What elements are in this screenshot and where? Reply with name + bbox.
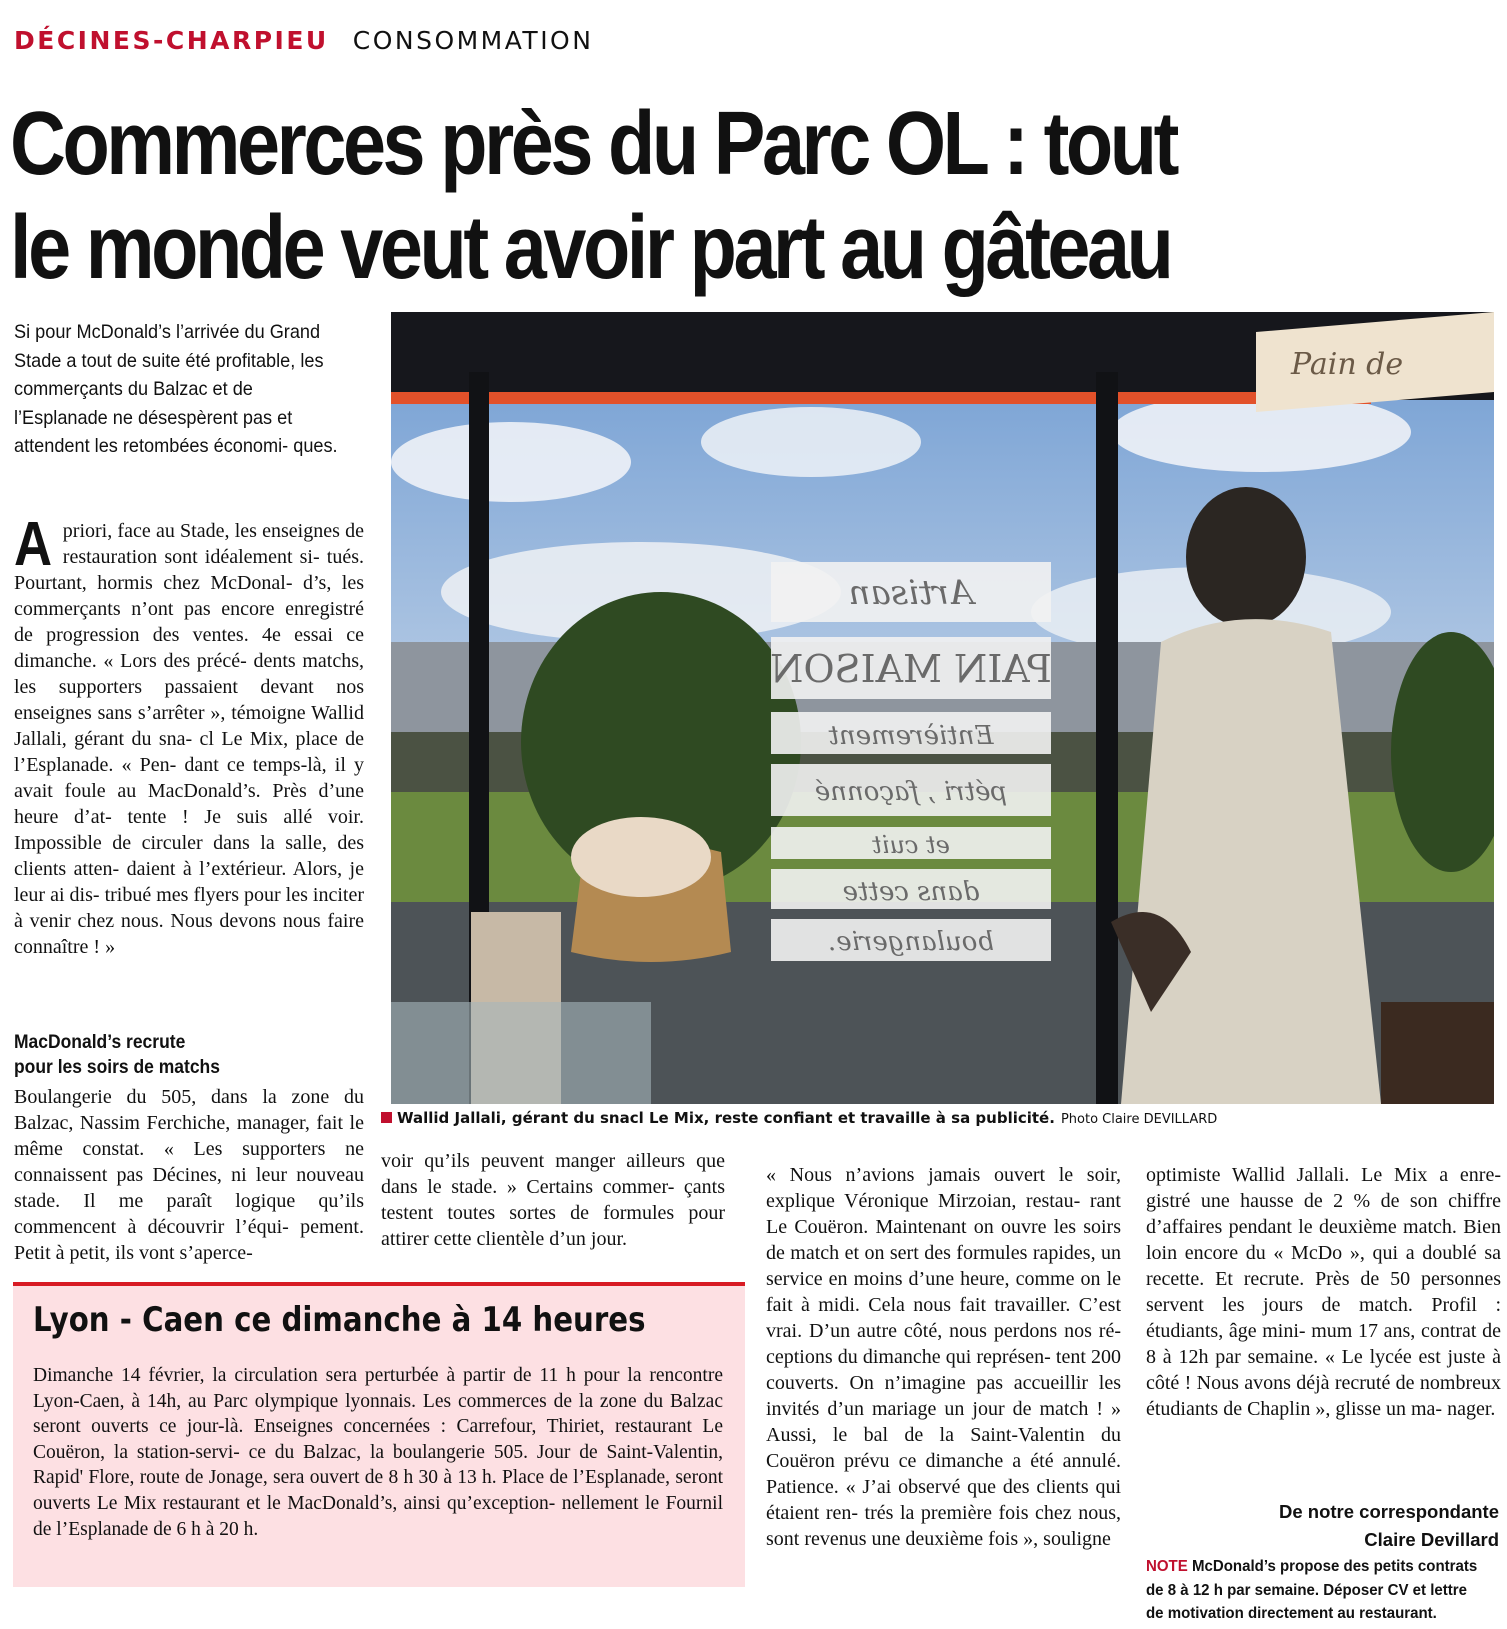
- note-block: [1146, 1555, 1485, 1626]
- headline-line-2: le monde veut avoir part au gâteau: [10, 198, 1171, 298]
- location-label: DÉCINES-CHARPIEU: [14, 26, 329, 55]
- caption-text: Wallid Jallali, gérant du snacl Le Mix, reste confiant et travaille à sa publicité.: [397, 1109, 1055, 1127]
- rubric-label: CONSOMMATION: [352, 26, 594, 55]
- corner-sign-text: Pain de: [1291, 347, 1404, 382]
- photo-caption: [381, 1108, 1501, 1130]
- body-column-3: « Nous n’avions jamais ouvert le soir, explique Véronique Mirzoian, restau- rant Le Couëron. Maintenant on ouvre les soirs de match et on sert des formules rapides, un service en moins d’une heure, comme on le fait à midi. Cela nous fait travailler. C’est vrai. D’un autre côté, nous perdons nos ré- ceptions du dimanche qui représen- tent 200 couverts. On n’imagine pas accueillir les invités d’un mariage un jour de match ! » Aussi, le bal de la Saint-Valentin du Couëron prévu ce dimanche a été annulé. Patience. « J’ai observé que des clients qui étaient ren- trés la première fois chez nous, sont revenus une deuxième fois », souligne: [766, 1164, 1121, 1550]
- sign-line-1: Artisan: [848, 573, 974, 613]
- sign-line-5: et cuit: [872, 831, 950, 859]
- sign-line-4: pétri , façonné: [814, 777, 1008, 807]
- headline: [10, 92, 1248, 300]
- sign-line-7: boulangerie.: [827, 927, 995, 957]
- article-photo: [391, 312, 1494, 1104]
- subheading-line-2: pour les soirs de matchs: [14, 1057, 220, 1078]
- photo-credit: Photo Claire DEVILLARD: [1060, 1112, 1218, 1127]
- body-column-4: optimiste Wallid Jallali. Le Mix a enre- gistré une hausse de 2 % de son chiffre d’affaires pendant le deuxième match. Bien loin encore du « McDo », qui a doublé sa recette. Et recrute. Près de 50 personnes servent les jours de match. Profil : étudiants, âge mini- mum 17 ans, contrat de 8 à 12h par semaine. « Le lycée est juste à côté ! Nous avons déjà recruté de nombreux étudiants de Chaplin », glisse un ma- nager.: [1146, 1164, 1501, 1420]
- caption-bullet-icon: [381, 1112, 392, 1123]
- headline-line-1: Commerces près du Parc OL : tout: [10, 94, 1176, 194]
- sign-line-6: dans cette: [842, 877, 980, 907]
- sign-line-3: Entièrement: [828, 721, 994, 751]
- info-box-body: Dimanche 14 février, la circulation sera perturbée à partir de 11 h pour la rencontre Lyon-Caen, à 14h, au Parc olympique lyonnais. Les commerces de la zone du Balzac seront ouverts ce jour-là. Enseignes concernées : Carrefour, Thiriet, restaurant Le Couëron, la station-servi- ce du Balzac, la boulangerie 505. Jour de Saint-Valentin, Rapid' Flore, route de Jonage, sera ouvert de 8 h 30 à 13 h. Place de l’Esplanade, seront ouverts Le Mix restaurant et le MacDonald’s, ainsi qu’exception- nellement le Fournil de l’Esplanade de 6 h à 20 h.: [33, 1365, 723, 1540]
- subheading: [14, 1030, 336, 1080]
- note-tag: NOTE: [1146, 1558, 1188, 1575]
- body-text-col1a: priori, face au Stade, les enseignes de restauration sont idéalement si- tués. Pourtant, hormis chez McDonal- d’s, les commerçants n’ont pas encore enregistré de progression des ventes. 4e essai ce dimanche. « Lors des précé- dents matchs, les supporters passaient devant nos enseignes sans s’arrêter », témoigne Wallid Jallali, gérant du sna- cl Le Mix, place de l’Esplanade. « Pen- dant ce temps-là, il y avait foule au MacDonald’s. Près d’une heure d’at- tente ! Je suis allé voir. Impossible de circuler dans la salle, des clients atten- daient à l’extérieur. Alors, je leur ai dis- tribué mes flyers pour les inciter à venir chez nous. Nous devons nous faire connaître ! »: [14, 520, 364, 958]
- byline: [1146, 1498, 1499, 1554]
- drop-cap: A: [14, 510, 53, 579]
- section-kicker: [14, 26, 593, 55]
- sign-line-2: PAIN MAISON: [770, 647, 1052, 691]
- body-column-1: [14, 510, 364, 960]
- note-text: McDonald’s propose des petits contrats de 8 à 12 h par semaine. Déposer CV et lettre de motivation directement au restaurant.: [1146, 1558, 1478, 1622]
- byline-author: Claire Devillard: [1364, 1529, 1499, 1550]
- lead-paragraph: Si pour McDonald’s l’arrivée du Grand Stade a tout de suite été profitable, les commerçants du Balzac et de l’Esplanade ne désespèrent pas et attendent les retombées économi- ques.: [14, 321, 338, 458]
- subheading-line-1: MacDonald’s recrute: [14, 1032, 186, 1053]
- body-column-2: voir qu’ils peuvent manger ailleurs que dans le stade. » Certains commer- çants testent toutes sortes de formules pour attirer cette clientèle d’un jour.: [381, 1150, 725, 1250]
- info-box-title: Lyon - Caen ce dimanche à 14 heures: [33, 1300, 646, 1340]
- byline-line-1: De notre correspondante: [1279, 1501, 1499, 1522]
- info-box: [13, 1282, 745, 1587]
- photo-illustration: [391, 312, 1494, 1104]
- body-column-1b: Boulangerie du 505, dans la zone du Balzac, Nassim Ferchiche, manager, fait le même constat. « Les supporters ne connaissent pas Décines, ni leur nouveau stade. Il me paraît logique qu’ils commencent à découvrir l’équi- pement. Petit à petit, ils vont s’aperce-: [14, 1086, 364, 1264]
